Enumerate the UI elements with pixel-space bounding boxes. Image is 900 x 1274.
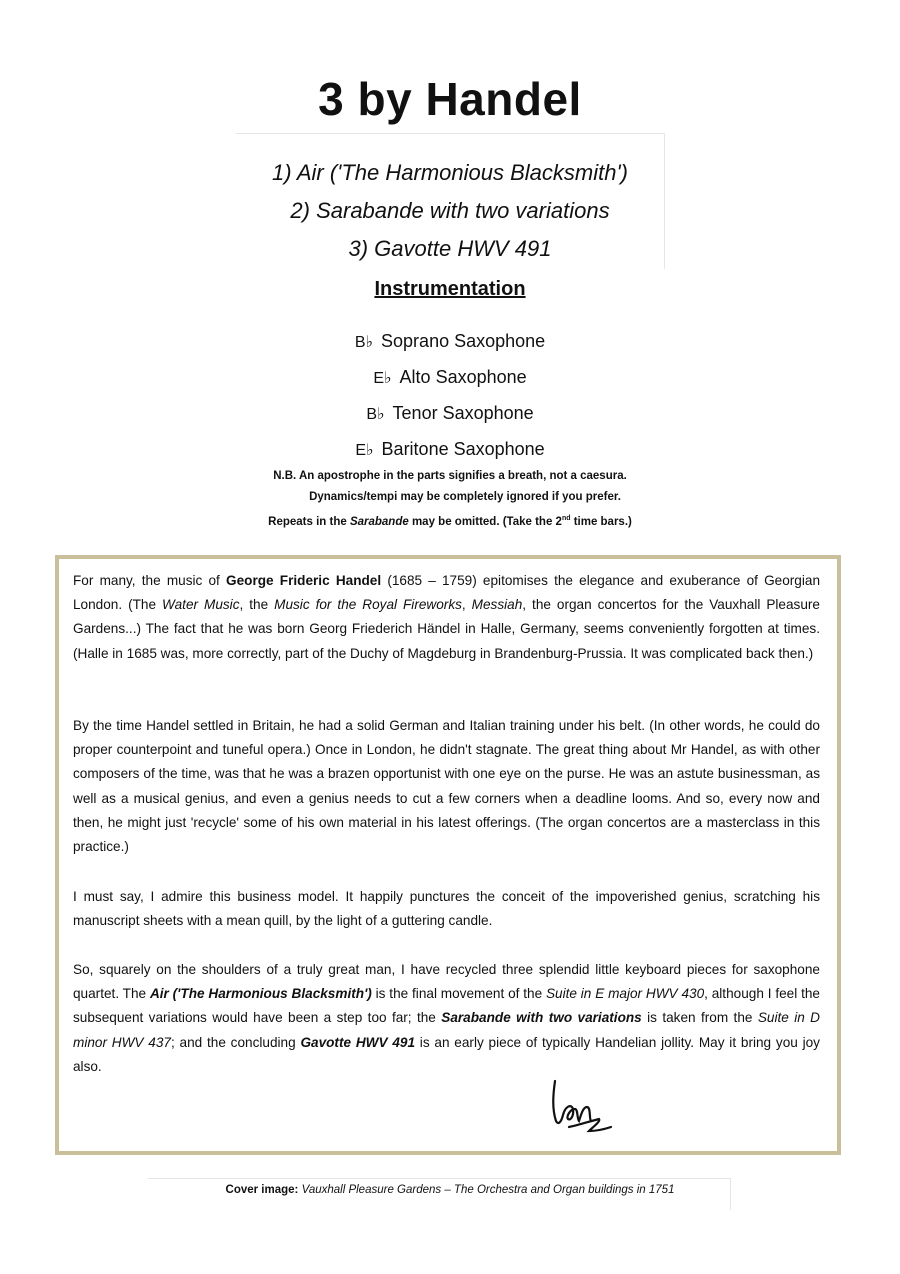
instrument-item <box>0 360 900 396</box>
instrument-item <box>0 432 900 468</box>
note-line: Dynamics/tempi may be completely ignored if you prefer. <box>309 491 621 503</box>
piece-item: 1) Air ('The Harmonious Blacksmith') <box>271 160 628 185</box>
emphasis-text: Water Music <box>162 597 240 613</box>
note-text: Repeats in the <box>268 515 350 528</box>
essay-paragraph <box>73 714 820 859</box>
emphasis-text: George Frideric Handel <box>226 573 382 588</box>
emphasis-text: Sarabande with two variations <box>441 1010 642 1026</box>
instrument-item <box>0 324 900 360</box>
emphasis-text: Gavotte HWV 491 <box>300 1034 416 1050</box>
cover-caption <box>0 1184 900 1196</box>
performance-notes <box>0 466 900 533</box>
body-text: is an early piece of typically Handelian jollity. May it bring you joy also. <box>73 1034 820 1074</box>
essay-box <box>55 555 841 1155</box>
essay-paragraph <box>73 569 820 666</box>
body-text: , <box>461 597 472 613</box>
note-text: time bars.) <box>570 515 632 528</box>
piece-item: 3) Gavotte HWV 491 <box>348 236 552 261</box>
key-label: B♭ <box>366 406 385 423</box>
body-text: , the <box>239 597 275 613</box>
instrument-name: Baritone Saxophone <box>381 439 545 459</box>
key-label: E♭ <box>373 370 392 387</box>
instrument-name: Tenor Saxophone <box>392 403 534 423</box>
divider <box>664 133 665 269</box>
caption-label: Cover image: <box>225 1184 299 1196</box>
note-text-italic: Sarabande <box>349 515 409 528</box>
body-text: So, squarely on the shoulders of a truly great man, I have recycled three splendid little keyboard pieces for saxophone quartet. The <box>73 962 820 1002</box>
body-text: , the organ concertos for the Vauxhall Pleasure Gardens...) The fact that he was born Georg Friederich Händel in Halle, Germany, seems conveniently forgotten at times. (Halle in 1685 was, more correctly, part of the Duchy of Magdeburg in Brandenburg-Prussia. It was complicated back then.) <box>73 597 820 661</box>
note-text: may be omitted. (Take the 2 <box>408 515 562 528</box>
emphasis-text: Suite in E major HWV 430 <box>545 986 705 1002</box>
emphasis-text: Music for the Royal Fireworks <box>274 597 462 613</box>
piece-list <box>0 154 900 268</box>
note-line <box>0 508 900 533</box>
essay-paragraph <box>73 958 820 1079</box>
instrument-item <box>0 396 900 432</box>
body-text: By the time Handel settled in Britain, he had a solid German and Italian training under his belt. (In other words, he could do proper counterpoint and tuneful opera.) Once in London, he didn't stagnate. The great thing about Mr Handel, as with other composers of the time, was that he was a brazen opportunist with one eye on the purse. He was an astute businessman, as well as a musical genius, and even a genius needs to cut a few corners when a deadline looms. And so, every now and then, he might just 'recycle' some of his own material in his latest offerings. (The organ concertos are a masterclass in this practice.) <box>73 718 820 855</box>
divider <box>236 133 664 134</box>
essay-paragraph <box>73 885 820 933</box>
emphasis-text: Air ('The Harmonious Blacksmith') <box>149 986 372 1002</box>
instrument-list <box>0 324 900 468</box>
note-line: N.B. An apostrophe in the parts signifies a breath, not a caesura. <box>273 470 627 482</box>
instrumentation-heading: Instrumentation <box>374 278 526 300</box>
body-text: I must say, I admire this business model. It happily punctures the conceit of the impoverished genius, scratching his manuscript sheets with a mean quill, by the light of a guttering candle. <box>73 889 820 929</box>
emphasis-text: Suite in D minor HWV 437 <box>73 1010 820 1050</box>
body-text: ; and the concluding <box>170 1034 301 1050</box>
divider <box>148 1178 730 1179</box>
body-text: , although I feel the subsequent variations would have been a step too far; the <box>73 986 820 1026</box>
body-text: For many, the music of <box>73 573 227 588</box>
piece-item: 2) Sarabande with two variations <box>290 198 610 223</box>
signature <box>547 1075 617 1135</box>
instrument-name: Soprano Saxophone <box>381 331 546 351</box>
instrument-name: Alto Saxophone <box>399 367 527 387</box>
page-title: 3 by Handel <box>318 73 582 125</box>
note-superscript: nd <box>561 515 571 522</box>
divider <box>730 1178 731 1210</box>
body-text: (1685 – 1759) epitomises the elegance and exuberance of Georgian London. (The <box>73 573 821 613</box>
caption-text: Vauxhall Pleasure Gardens – The Orchestra and Organ buildings in 1751 <box>298 1184 675 1196</box>
key-label: E♭ <box>355 442 374 459</box>
body-text: is the final movement of the <box>371 986 546 1002</box>
body-text: is taken from the <box>641 1010 758 1026</box>
emphasis-text: Messiah <box>471 597 523 613</box>
key-label: B♭ <box>354 334 374 351</box>
